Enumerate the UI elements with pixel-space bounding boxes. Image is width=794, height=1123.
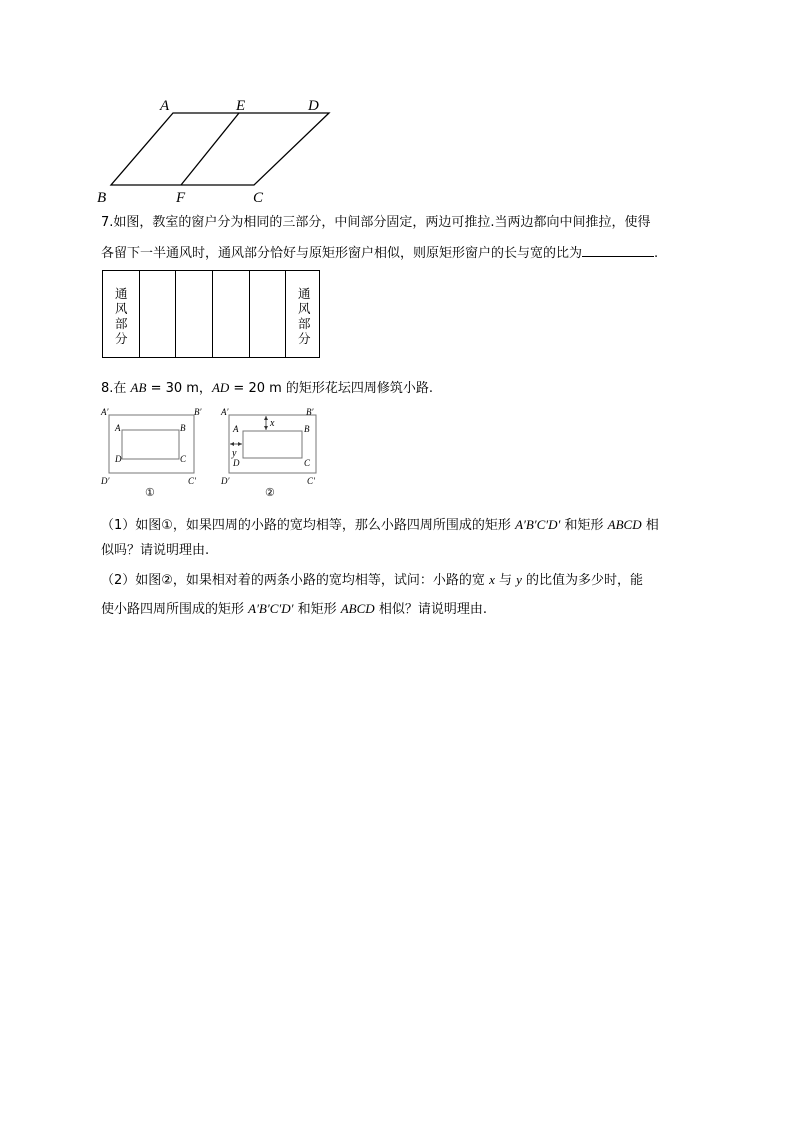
label-d: D: [308, 98, 319, 114]
parallelogram-abcd: [111, 113, 329, 185]
fig2-label-c: C: [304, 458, 311, 468]
q8-sub2-line1: [101, 572, 643, 588]
q8-intro-p1: 8.在: [101, 381, 131, 396]
fig2-label-x: x: [270, 418, 275, 429]
fig1-label-a1: A′: [101, 407, 109, 417]
fig2-label-c1: C′: [307, 476, 315, 486]
q8-intro: [101, 380, 433, 396]
q8-intro-ab: AB: [130, 380, 147, 395]
window-pane-divider-1: [139, 271, 140, 357]
fig1-caption: ①: [145, 487, 155, 499]
fig1-label-b1: B′: [194, 407, 202, 417]
fig1-label-a: A: [115, 423, 121, 433]
label-f: F: [176, 190, 186, 206]
q7-line1-text: 7.如图，教室的窗户分为相同的三部分，中间部分固定，两边可推拉.当两边都向中间推拉，使得: [101, 215, 651, 230]
q8-sub2-x: x: [489, 572, 495, 587]
fig2-label-b1: B′: [306, 407, 314, 417]
fig1-label-c1: C′: [188, 476, 196, 486]
q8-sub2-text-a: （2）如图②，如果相对着的两条小路的宽均相等，试问：小路的宽: [101, 573, 490, 588]
garden-figure-2: [220, 405, 330, 501]
window-figure: [102, 270, 320, 358]
q8-intro-p2: = 30 m，: [146, 381, 212, 396]
segment-ef: [181, 113, 239, 185]
q7-line2: [101, 244, 658, 261]
label-e: E: [236, 98, 246, 114]
q7-line2-end: .: [654, 246, 659, 261]
garden-figure-1: [100, 405, 210, 501]
fig1-label-b: B: [180, 423, 186, 433]
fig2-y-arrow-head-left: [230, 442, 234, 446]
fig2-label-d: D: [233, 458, 240, 468]
q8-intro-ad: AD: [211, 380, 230, 395]
q8-sub2-text-b: 与: [494, 573, 517, 588]
window-pane-divider-4: [249, 271, 250, 357]
fig1-label-d: D: [115, 454, 122, 464]
fig2-label-b: B: [304, 424, 310, 434]
fig1-label-c: C: [180, 454, 187, 464]
q8-sub2-text-c: 的比值为多少时，能: [521, 573, 644, 588]
q8-sub2-text-line2-a: 使小路四周所围成的矩形: [101, 602, 249, 617]
window-pane-divider-3: [212, 271, 213, 357]
q8-sub1-rect2: ABCD: [607, 517, 642, 532]
vent-label-left: 通风部分: [115, 286, 128, 346]
q7-line1: [101, 215, 651, 230]
window-pane-divider-2: [175, 271, 176, 357]
q8-sub2-y: y: [516, 572, 522, 587]
q8-sub1-text-c: 相: [641, 518, 659, 533]
label-c: C: [253, 190, 264, 206]
fig2-label-y: y: [232, 448, 237, 459]
q8-sub1-rect1: A′B′C′D′: [515, 517, 561, 532]
fig2-caption: ②: [265, 487, 275, 499]
vent-label-right: 通风部分: [298, 286, 311, 346]
q8-sub1-text-b: 和矩形: [560, 518, 608, 533]
q8-sub2-text-line2-b: 和矩形: [293, 602, 341, 617]
window-pane-divider-5: [285, 271, 286, 357]
fig2-inner-rect: [243, 431, 302, 458]
fig2-label-d1: D′: [221, 476, 230, 486]
label-b: B: [97, 190, 107, 206]
fig1-inner-rect: [122, 430, 179, 459]
fig2-x-arrow-head-down: [264, 426, 268, 430]
fig1-label-d1: D′: [101, 476, 110, 486]
fig2-label-a1: A′: [221, 407, 229, 417]
q8-intro-p3: = 20 m 的矩形花坛四周修筑小路.: [229, 381, 434, 396]
label-a: A: [160, 98, 170, 114]
q8-sub2-text-line2-c: 相似？请说明理由.: [374, 602, 487, 617]
q8-sub2-rect1: A′B′C′D′: [248, 601, 294, 616]
fig2-label-a: A: [233, 424, 239, 434]
q8-sub1-line1: [101, 517, 659, 533]
q8-sub1-text-line2: 似吗？请说明理由.: [101, 543, 210, 558]
fig2-y-arrow-head-right: [238, 442, 242, 446]
fig2-x-arrow-head-up: [264, 416, 268, 420]
q8-sub2-line2: [101, 601, 487, 617]
parallelogram-figure: [90, 92, 340, 207]
answer-blank[interactable]: [582, 244, 654, 257]
q8-sub1-line2: [101, 543, 209, 558]
q8-sub1-text-a: （1）如图①，如果四周的小路的宽均相等，那么小路四周所围成的矩形: [101, 518, 516, 533]
q7-line2-text: 各留下一半通风时，通风部分恰好与原矩形窗户相似，则原矩形窗户的长与宽的比为: [101, 246, 583, 261]
q8-sub2-rect2: ABCD: [340, 601, 375, 616]
